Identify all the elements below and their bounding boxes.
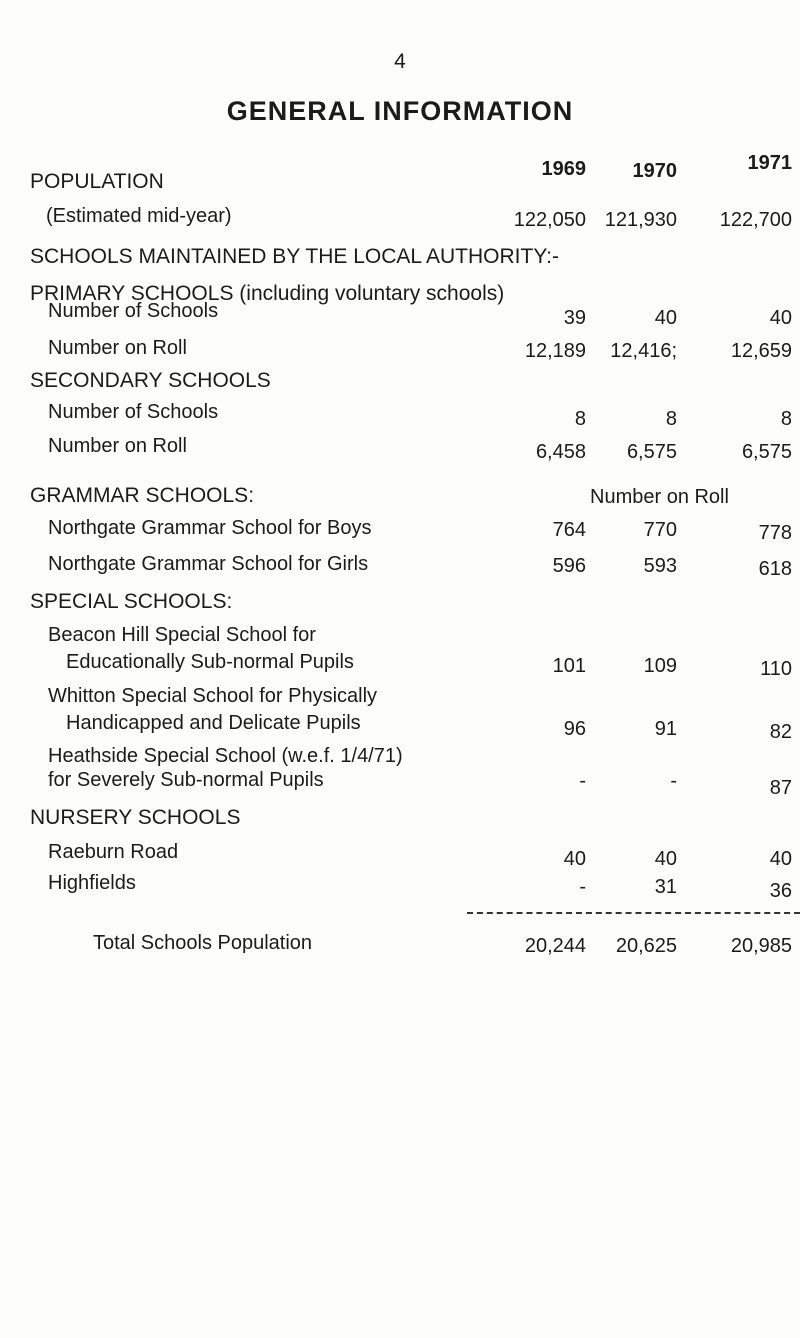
total-label: Total Schools Population [93,932,313,954]
population-1970: 121,930 [604,209,677,231]
heathside-1971: 87 [769,777,792,799]
primary-roll-label: Number on Roll [48,337,187,359]
highfields-label: Highfields [48,872,136,894]
heathside-1969: - [579,770,586,792]
primary-roll-1970: 12,416; [610,340,677,362]
total-1969: 20,244 [524,935,586,957]
page-number: 4 [394,50,406,73]
beacon-hill-1970: 109 [643,655,677,677]
primary-schools-1971: 40 [769,307,792,329]
population-1971: 122,700 [719,209,792,231]
heathside-label-2: for Severely Sub-normal Pupils [48,769,324,791]
grammar-girls-1971: 618 [758,558,792,580]
primary-heading: PRIMARY SCHOOLS (including voluntary schools) [30,282,505,305]
grammar-boys-1969: 764 [552,519,586,541]
secondary-roll-1969: 6,458 [535,441,586,463]
secondary-schools-1971: 8 [780,408,792,430]
heathside-1970: - [670,770,677,792]
beacon-hill-1971: 110 [760,658,792,680]
beacon-hill-label-2: Educationally Sub-normal Pupils [66,651,354,673]
population-heading: POPULATION [30,170,164,193]
population-label: (Estimated mid-year) [46,205,232,227]
secondary-roll-1971: 6,575 [741,441,792,463]
raeburn-1970: 40 [654,848,677,870]
primary-roll-1971: 12,659 [730,340,792,362]
primary-schools-label: Number of Schools [48,300,219,322]
raeburn-1969: 40 [563,848,586,870]
beacon-hill-label-1: Beacon Hill Special School for [48,624,316,646]
secondary-schools-label: Number of Schools [48,401,219,423]
highfields-1970: 31 [654,876,677,898]
special-heading: SPECIAL SCHOOLS: [30,590,233,613]
total-1971: 20,985 [730,935,792,957]
grammar-boys-1970: 770 [643,519,677,541]
grammar-girls-label: Northgate Grammar School for Girls [48,553,369,575]
nursery-heading: NURSERY SCHOOLS [30,806,241,829]
year-1969: 1969 [541,158,586,180]
grammar-heading: GRAMMAR SCHOOLS: [30,484,255,507]
whitton-1971: 82 [769,721,792,743]
whitton-1969: 96 [563,718,586,740]
whitton-label-1: Whitton Special School for Physically [48,685,378,707]
total-1970: 20,625 [615,935,677,957]
secondary-roll-1970: 6,575 [626,441,677,463]
whitton-label-2: Handicapped and Delicate Pupils [66,712,361,734]
year-1970: 1970 [632,160,677,182]
population-1969: 122,050 [513,209,586,231]
maintained-heading: SCHOOLS MAINTAINED BY THE LOCAL AUTHORITY:- [30,245,559,268]
whitton-1970: 91 [654,718,677,740]
page-title: GENERAL INFORMATION [226,96,574,126]
secondary-schools-1969: 8 [574,408,586,430]
grammar-boys-1971: 778 [758,522,792,544]
number-on-roll-note: Number on Roll [590,486,729,508]
secondary-roll-label: Number on Roll [48,435,187,457]
grammar-girls-1970: 593 [643,555,677,577]
grammar-girls-1969: 596 [552,555,586,577]
year-1971: 1971 [747,152,792,174]
primary-schools-1969: 39 [563,307,586,329]
primary-roll-1969: 12,189 [524,340,586,362]
heathside-label-1: Heathside Special School (w.e.f. 1/4/71) [48,745,403,767]
highfields-1969: - [579,876,586,898]
raeburn-label: Raeburn Road [48,841,179,863]
beacon-hill-1969: 101 [552,655,586,677]
highfields-1971: 36 [769,880,792,902]
raeburn-1971: 40 [769,848,792,870]
primary-schools-1970: 40 [654,307,677,329]
secondary-heading: SECONDARY SCHOOLS [30,369,271,392]
grammar-boys-label: Northgate Grammar School for Boys [48,517,372,539]
secondary-schools-1970: 8 [665,408,677,430]
total-divider [467,912,800,914]
